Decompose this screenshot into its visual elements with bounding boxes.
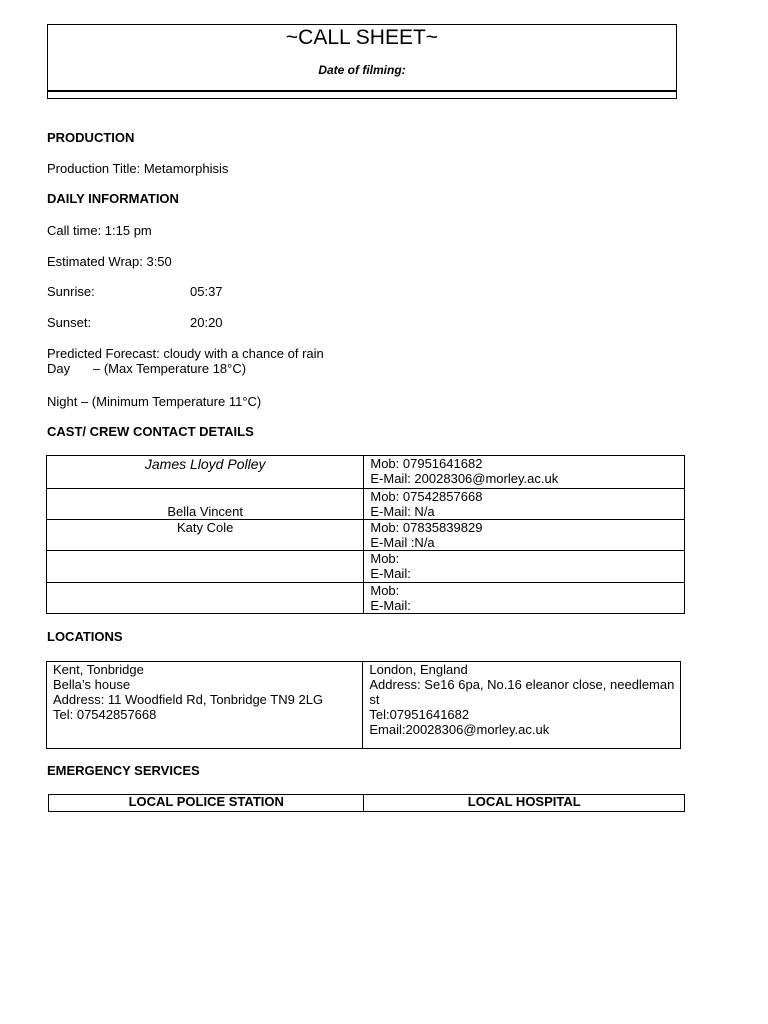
location-2-line: Address: Se16 6pa, No.16 eleanor close, needleman st (369, 677, 675, 707)
cast-mob: Mob: 07951641682 (370, 456, 483, 471)
table-row (47, 489, 685, 520)
cast-name: Katy Cole (47, 520, 364, 551)
local-police-station-header: LOCAL POLICE STATION (49, 795, 364, 812)
cast-name: James Lloyd Polley (47, 456, 364, 489)
cast-name (47, 551, 364, 583)
emergency-heading: EMERGENCY SERVICES (47, 763, 200, 778)
table-row (47, 583, 685, 614)
production-heading: PRODUCTION (47, 130, 135, 145)
table-row (47, 662, 681, 749)
cast-email: E-Mail: N/a (370, 504, 435, 519)
date-of-filming-label: Date of filming: (318, 63, 406, 77)
location-1 (47, 662, 363, 749)
call-time: Call time: 1:15 pm (47, 223, 152, 238)
cast-contact (364, 551, 685, 583)
cast-email: E-Mail :N/a (370, 535, 435, 550)
cast-email: E-Mail: (370, 598, 411, 613)
cast-mob: Mob: 07542857668 (370, 489, 483, 504)
cast-crew-table (46, 455, 685, 614)
location-2-line: London, England (369, 662, 468, 677)
cast-mob: Mob: (370, 551, 400, 566)
locations-table (46, 661, 681, 749)
sunrise-value: 05:37 (190, 284, 223, 299)
table-row (47, 520, 685, 551)
location-2-line: Email:20028306@morley.ac.uk (369, 722, 550, 737)
location-1-line: Kent, Tonbridge (53, 662, 144, 677)
header-box-rule (47, 91, 677, 99)
cast-contact (364, 583, 685, 614)
cast-contact (364, 520, 685, 551)
cast-email: E-Mail: 20028306@morley.ac.uk (370, 471, 559, 486)
night-forecast: Night – (Minimum Temperature 11°C) (47, 394, 262, 409)
location-2 (363, 662, 681, 749)
locations-heading: LOCATIONS (47, 629, 123, 644)
table-row (49, 795, 685, 812)
cast-contact (364, 456, 685, 489)
location-2-line: Tel:07951641682 (369, 707, 470, 722)
sunset-label: Sunset: (47, 315, 92, 330)
cast-name: Bella Vincent (47, 489, 364, 520)
sunrise-label: Sunrise: (47, 284, 95, 299)
cast-contact (364, 489, 685, 520)
estimated-wrap: Estimated Wrap: 3:50 (47, 254, 172, 269)
table-row (47, 551, 685, 583)
sunset-value: 20:20 (190, 315, 223, 330)
cast-mob: Mob: (370, 583, 400, 598)
location-1-line: Bella’s house (53, 677, 131, 692)
predicted-forecast: Predicted Forecast: cloudy with a chance of rain (47, 346, 324, 361)
day-forecast-value: – (Max Temperature 18°C) (93, 361, 247, 376)
cast-crew-heading: CAST/ CREW CONTACT DETAILS (47, 424, 254, 439)
table-row (47, 456, 685, 489)
location-1-line: Address: 11 Woodfield Rd, Tonbridge TN9 2LG (53, 692, 324, 707)
page-title: ~CALL SHEET~ (285, 26, 439, 49)
cast-mob: Mob: 07835839829 (370, 520, 483, 535)
location-1-line: Tel: 07542857668 (53, 707, 157, 722)
local-hospital-header: LOCAL HOSPITAL (364, 795, 685, 812)
cast-name (47, 583, 364, 614)
emergency-table (48, 794, 685, 812)
production-title: Production Title: Metamorphisis (47, 161, 229, 176)
cast-email: E-Mail: (370, 566, 411, 581)
day-forecast-label: Day (47, 361, 71, 376)
daily-info-heading: DAILY INFORMATION (47, 191, 179, 206)
